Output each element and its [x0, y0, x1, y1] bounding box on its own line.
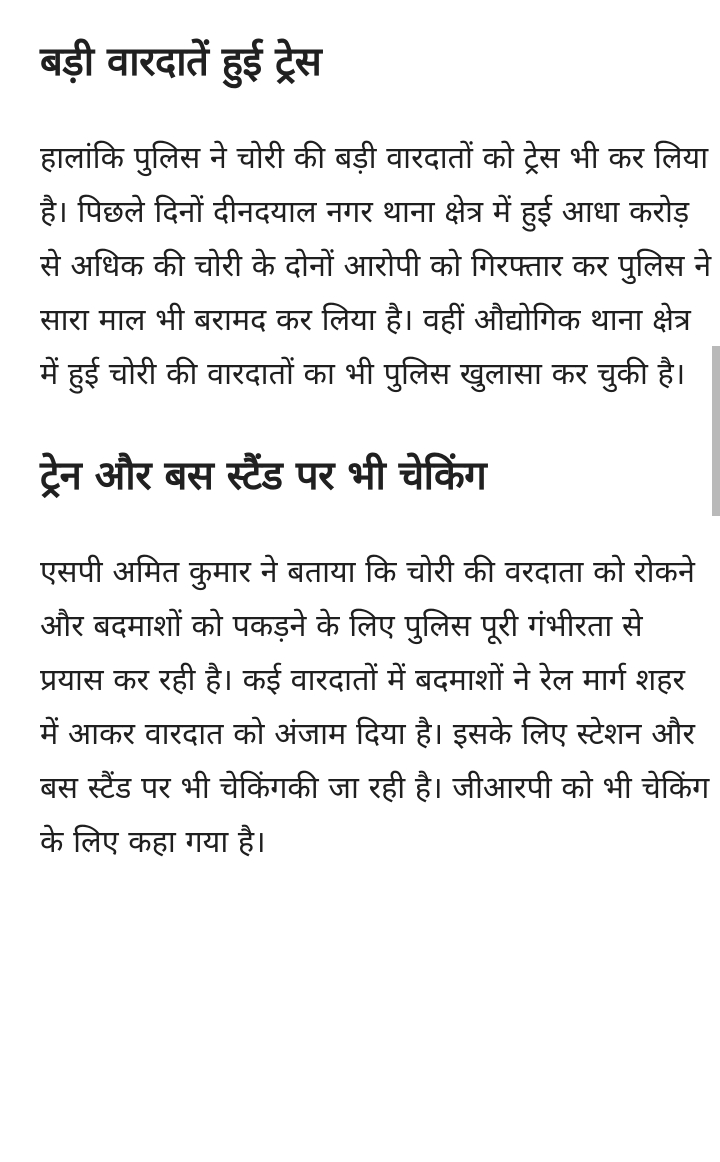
section-heading-traced-incidents: बड़ी वारदातें हुई ट्रेस [40, 39, 322, 85]
section-heading-station-checking: ट्रेन और बस स्टैंड पर भी चेकिंग [40, 453, 487, 499]
section-paragraph-traced-incidents: हालांकि पुलिस ने चोरी की बड़ी वारदातों को ट्रेस भी कर लिया है। पिछले दिनों दीनदयाल नगर थाना क्षेत्र में हुई आधा करोड़ से अधिक की चोरी के दोनों आरोपी को गिरफ्तार कर पुलिस ने सारा माल भी बरामद कर लिया है। वहीं औद्योगिक थाना क्षेत्र में हुई चोरी की वारदातों का भी पुलिस खुलासा कर चुकी है। [40, 141, 712, 392]
section-paragraph-station-checking: एसपी अमित कुमार ने बताया कि चोरी की वरदाता को रोकने और बदमाशों को पकड़ने के लिए पुलिस पूरी गंभीरता से प्रयास कर रही है। कई वारदातों में बदमाशों ने रेल मार्ग शहर में आकर वारदात को अंजाम दिया है। इसके लिए स्टेशन और बस स्टैंड पर भी चेकिंगकी जा रही है। जीआरपी को भी चेकिंग के लिए कहा गया है। [40, 555, 710, 860]
scrollbar-thumb[interactable] [712, 346, 720, 516]
article-body [40, 0, 712, 870]
